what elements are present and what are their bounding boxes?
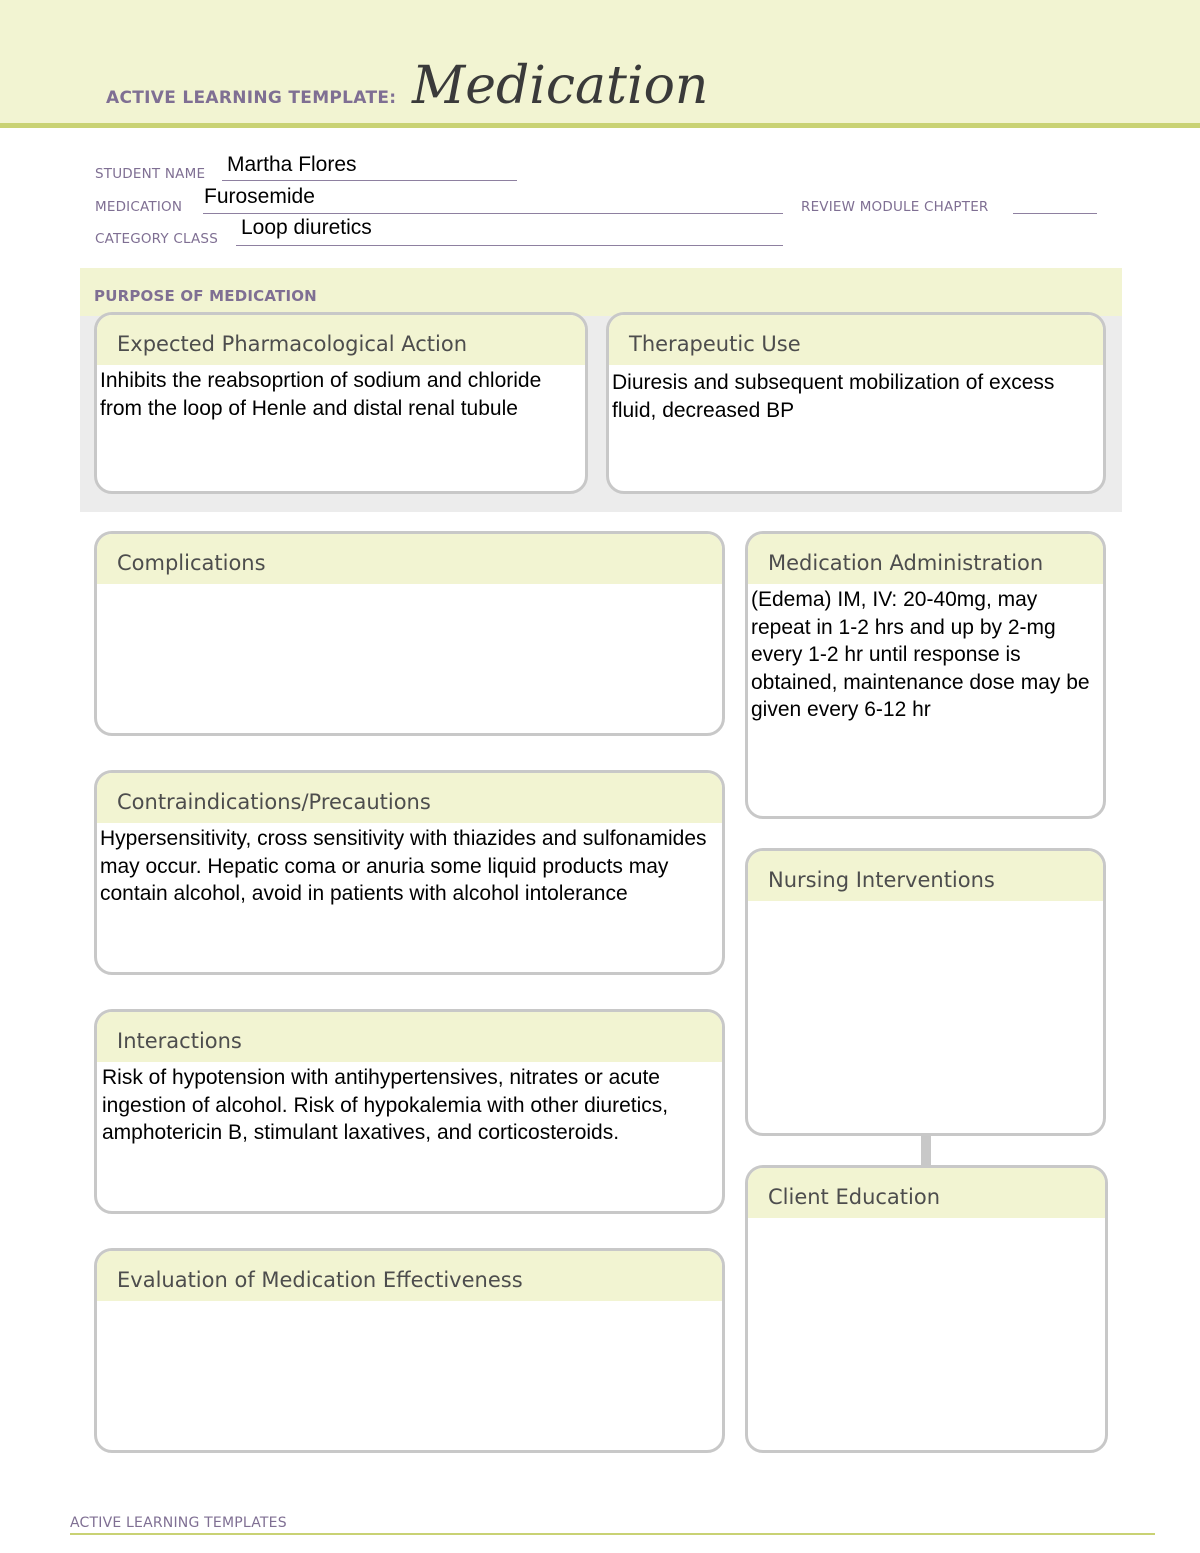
footer-rule (70, 1533, 1155, 1535)
template-title: Medication (412, 56, 709, 116)
nursing-box[interactable] (745, 848, 1106, 1136)
medication-field[interactable]: Furosemide (204, 185, 315, 208)
category-class-line (236, 245, 783, 246)
contraindications-text: Hypersensitivity, cross sensitivity with thiazides and sulfonamides may occur. Hepatic coma or anuria some liquid products may contain alcohol, avoid in patients with alcohol intolerance (100, 827, 707, 905)
education-text (748, 1218, 1105, 1220)
contraindications-title: Contraindications/Precautions (97, 773, 722, 823)
footer-text: ACTIVE LEARNING TEMPLATES (70, 1515, 287, 1531)
review-module-field[interactable] (1013, 213, 1097, 214)
interactions-title: Interactions (97, 1012, 722, 1062)
evaluation-text (97, 1301, 722, 1303)
expected-action-title: Expected Pharmacological Action (97, 315, 585, 365)
complications-box[interactable] (94, 531, 725, 736)
administration-title: Medication Administration (748, 534, 1103, 584)
education-box[interactable] (745, 1165, 1108, 1453)
therapeutic-use-text: Diuresis and subsequent mobilization of excess fluid, decreased BP (612, 371, 1055, 422)
education-title: Client Education (748, 1168, 1105, 1218)
medication-line (203, 213, 783, 214)
nursing-title: Nursing Interventions (748, 851, 1103, 901)
connector-bar (921, 1135, 931, 1167)
nursing-text (748, 901, 1103, 903)
interactions-text: Risk of hypotension with antihypertensives, nitrates or acute ingestion of alcohol. Risk of hypokalemia with other diuretics, amphotericin B, stimulant laxatives, and corticosteroids. (102, 1066, 669, 1144)
complications-title: Complications (97, 534, 722, 584)
evaluation-title: Evaluation of Medication Effectiveness (97, 1251, 722, 1301)
purpose-section-label: PURPOSE OF MEDICATION (94, 287, 317, 305)
complications-text (97, 584, 722, 586)
expected-action-box[interactable] (94, 312, 588, 494)
template-prefix: ACTIVE LEARNING TEMPLATE: (106, 88, 397, 108)
category-class-field[interactable]: Loop diuretics (241, 216, 372, 239)
review-module-label: REVIEW MODULE CHAPTER (801, 199, 989, 215)
administration-text: (Edema) IM, IV: 20-40mg, may repeat in 1-2 hrs and up by 2-mg every 1-2 hr until response is obtained, maintenance dose may be given every 6-12 hr (751, 588, 1090, 721)
header-rule (0, 123, 1200, 128)
interactions-box[interactable] (94, 1009, 725, 1214)
student-name-field[interactable]: Martha Flores (227, 153, 357, 176)
therapeutic-use-title: Therapeutic Use (609, 315, 1103, 365)
administration-box[interactable] (745, 531, 1106, 819)
contraindications-box[interactable] (94, 770, 725, 975)
expected-action-text: Inhibits the reabsoprtion of sodium and chloride from the loop of Henle and distal renal tubule (100, 369, 542, 420)
therapeutic-use-box[interactable] (606, 312, 1106, 494)
evaluation-box[interactable] (94, 1248, 725, 1453)
medication-label: MEDICATION (95, 199, 183, 215)
student-name-label: STUDENT NAME (95, 166, 206, 182)
student-name-line (222, 180, 517, 181)
category-class-label: CATEGORY CLASS (95, 231, 218, 247)
